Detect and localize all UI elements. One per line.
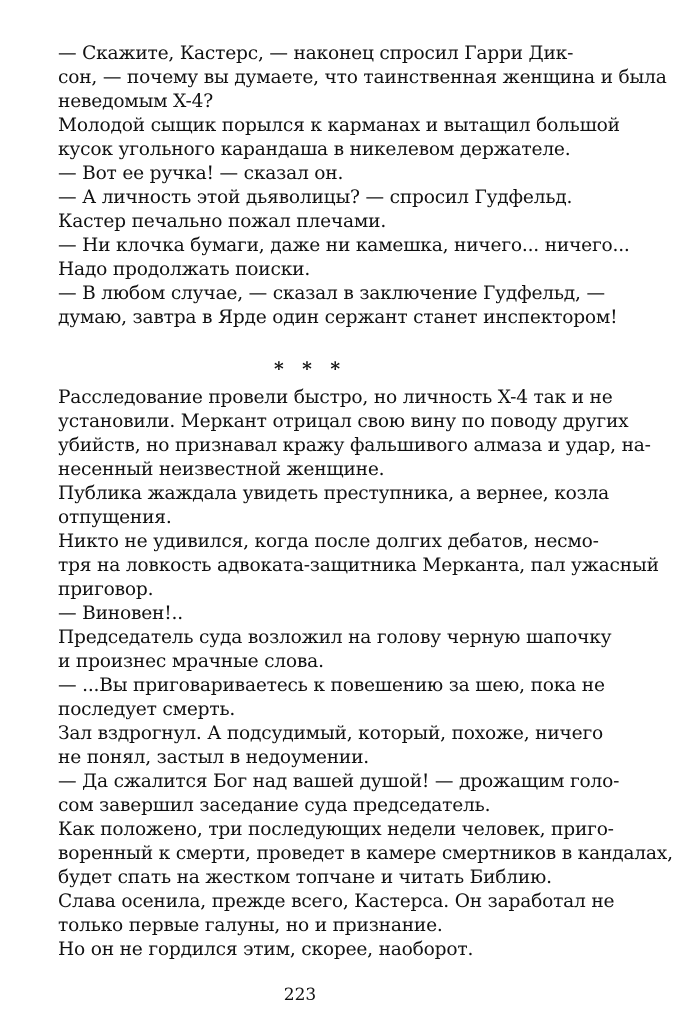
book-page-text xyxy=(58,42,673,962)
text-line: только первые галуны, но и признание. xyxy=(58,915,443,936)
text-line: — Скажите, Кастерс, — наконец спросил Гарри Дик- xyxy=(58,43,574,64)
text-line: отпущения. xyxy=(58,507,172,528)
text-line: будет спать на жестком топчане и читать Библию. xyxy=(58,867,552,888)
text-line: сон, — почему вы думаете, что таинственная женщина и была xyxy=(58,67,667,88)
text-line: Слава осенила, прежде всего, Кастерса. Он заработал не xyxy=(58,891,615,912)
text-line: убийств, но признавал кражу фальшивого алмаза и удар, на- xyxy=(58,435,651,456)
text-line: Никто не удивился, когда после долгих дебатов, несмо- xyxy=(58,531,599,552)
text-line: Молодой сыщик порылся к карманах и вытащил большой xyxy=(58,115,620,136)
text-line: последует смерть. xyxy=(58,699,236,720)
text-line: Председатель суда возложил на голову черную шапочку xyxy=(58,627,612,648)
text-line: — Ни клочка бумаги, даже ни камешка, ничего... ничего... xyxy=(58,235,630,256)
text-line: Как положено, три последующих недели человек, приго- xyxy=(58,819,614,840)
text-line: не понял, застыл в недоумении. xyxy=(58,747,370,768)
text-line: воренный к смерти, проведет в камере смертников в кандалах, xyxy=(58,843,673,864)
text-line: — А личность этой дьяволицы? — спросил Гудфельд. xyxy=(58,187,573,208)
text-line: — Виновен!.. xyxy=(58,603,183,624)
text-line: думаю, завтра в Ярде один сержант станет инспектором! xyxy=(58,307,618,328)
page-number: 223 xyxy=(283,985,317,1005)
text-line: тря на ловкость адвоката-защитника Мерканта, пал ужасный xyxy=(58,555,659,576)
text-line: Но он не гордился этим, скорее, наоборот. xyxy=(58,939,474,960)
text-line: — ...Вы приговариваетесь к повешению за шею, пока не xyxy=(58,675,605,696)
text-line: — Вот ее ручка! — сказал он. xyxy=(58,163,344,184)
text-line: Расследование провели быстро, но личность X-4 так и не xyxy=(58,387,613,408)
text-line: несенный неизвестной женщине. xyxy=(58,459,385,480)
text-line: приговор. xyxy=(58,579,154,600)
text-line: Зал вздрогнул. А подсудимый, который, похоже, ничего xyxy=(58,723,603,744)
text-line: Публика жаждала увидеть преступника, а вернее, козла xyxy=(58,483,610,504)
text-line: установили. Меркант отрицал свою вину по поводу других xyxy=(58,411,629,432)
text-line: — В любом случае, — сказал в заключение Гудфельд, — xyxy=(58,283,605,304)
text-line: кусок угольного карандаша в никелевом держателе. xyxy=(58,139,571,160)
text-line: и произнес мрачные слова. xyxy=(58,651,324,672)
text-line: Надо продолжать поиски. xyxy=(58,259,311,280)
text-line: Кастер печально пожал плечами. xyxy=(58,211,387,232)
text-line: неведомым X-4? xyxy=(58,91,214,112)
text-line: сом завершил заседание суда председатель. xyxy=(58,795,491,816)
section-separator: * * * xyxy=(273,359,347,380)
text-line: — Да сжалится Бог над вашей душой! — дрожащим голо- xyxy=(58,771,620,792)
